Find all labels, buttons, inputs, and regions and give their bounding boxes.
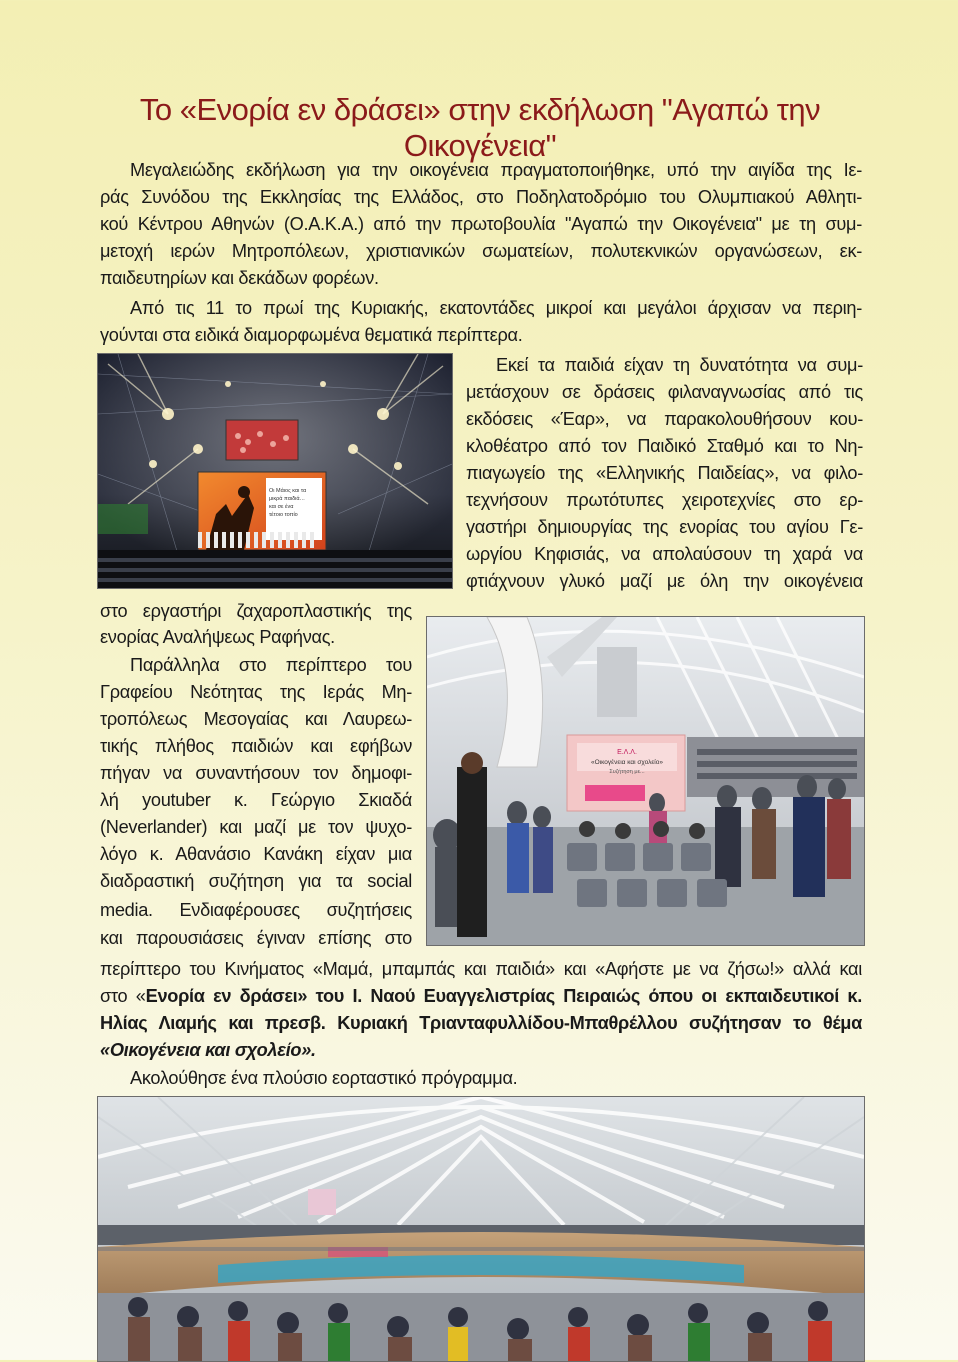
text-line: κλοθέατρο από τον Παιδικό Σταθμό και το Νη-: [466, 436, 863, 456]
stage-concert-photo: [97, 353, 453, 589]
text-line: Εκεί τα παιδιά είχαν τη δυνατότητα να συμ-: [496, 355, 863, 375]
text-line: εκδόσεις «Έαρ», να παρακολουθήσουν κου-: [466, 409, 863, 429]
text-line: λή youtuber κ. Γεώργιο Σκιαδά: [100, 790, 412, 810]
booth-banner-text: Συζήτηση με...: [609, 769, 645, 775]
text-line: στο εργαστήρι ζαχαροπλαστικής της: [100, 601, 412, 621]
text-line: (Neverlander) και μαζί με τον ψυχο-: [100, 817, 412, 837]
booth-discussion-photo: [426, 616, 865, 946]
text-line: μετοχή ιερών Μητροπόλεων, χριστιανικών σωματείων, πολυτεκνικών οργανώσεων, εκ-: [100, 241, 862, 261]
text-line: Από τις 11 το πρωί της Κυριακής, εκατοντάδες μικροί και μεγάλοι άρχισαν να περιη-: [130, 298, 862, 318]
text-line: πιαγωγείο της «Ελληνικής Παιδείας», να φιλο-: [466, 463, 863, 483]
text-line: περίπτερο του Κινήματος «Μαμά, μπαμπάς και παιδιά» και «Αφήστε με να ζήσω!» αλλά και: [100, 959, 862, 979]
booth-banner-text: «Οικογένεια και σχολείο»: [591, 759, 663, 766]
text-line: [100, 983, 862, 1010]
velodrome-panorama-photo: [97, 1096, 865, 1362]
text-line: Μεγαλειώδης εκδήλωση για την οικογένεια πραγματοποιήθηκε, υπό την αιγίδα της Ιε-: [130, 160, 862, 180]
text-line: τροπόλεως Μεσογαίας και Λαυρεω-: [100, 709, 412, 729]
text-line: ενορίας Αναλήψεως Ραφήνας.: [100, 627, 335, 647]
text-line: γαστήρι δημιουργίας της ενορίας του αγίου Γε-: [466, 517, 863, 537]
text-line: και παρουσιάσεις έγιναν επίσης στο: [100, 928, 412, 948]
booth-banner-logo: Ε.Λ.Λ.: [617, 749, 637, 756]
text-line: φτιάχνουν γλυκό μαζί με όλη την οικογένεια: [466, 571, 863, 591]
stage-screen-text: τέτοιο τοπίο: [269, 512, 298, 518]
page-title: Το «Ενορία εν δράσει» στην εκδήλωση "Αγαπώ την Οικογένεια": [139, 92, 821, 163]
text-line: παιδευτηρίων και δεκάδων φορέων.: [100, 268, 379, 288]
text-line: γούνται στα ειδικά διαμορφωμένα θεματικά περίπτερα.: [100, 325, 523, 345]
text-line: μετάσχουν σε δράσεις φιλαναγνωσίας από τις: [466, 382, 863, 402]
text-line: τικής πλήθος παιδιών και εφήβων: [100, 736, 412, 756]
text-line: κού Κέντρου Αθηνών (Ο.Α.Κ.Α.) από την πρωτοβουλία "Αγαπώ την Οικογένεια" με τη συμ-: [100, 214, 862, 234]
bold-span: Ενορία εν δράσει» του Ι. Ναού Ευαγγελιστρίας Πειραιώς όπου οι εκπαιδευτικοί κ.: [145, 986, 863, 1006]
text-line: διαδραστική συζήτηση για τα social: [100, 871, 412, 891]
text-line: ράς Συνόδου της Εκκλησίας της Ελλάδος, στο Ποδηλατοδρόμιο του Ολυμπιακού Αθλητι-: [100, 187, 862, 207]
text-line: τεχνήσουν πρωτότυπες χειροτεχνίες στο ερ-: [466, 490, 863, 510]
text-line: media. Ενδιαφέρουσες συζητήσεις: [100, 900, 412, 920]
text-line: ωργίου Κηφισιάς, να απολαύσουν τη χαρά να: [466, 544, 863, 564]
stage-screen-text: μικρά παιδιά…: [269, 496, 306, 502]
text-line: Παράλληλα στο περίπτερο του: [130, 655, 412, 675]
text-line: πήγαν να συναντήσουν τον δημοφι-: [100, 763, 412, 783]
text-line: Γραφείου Νεότητας της Ιεράς Μη-: [100, 682, 412, 702]
text-line: «Οικογένεια και σχολείο».: [100, 1040, 316, 1060]
text-line: Ηλίας Λιαμής και πρεσβ. Κυριακή Τριανταφυλλίδου-Μπαθρέλλου συζήτησαν το θέμα: [100, 1013, 862, 1033]
text-line: λόγο κ. Αθανάσιο Κανάκη είχαν μια: [100, 844, 412, 864]
stage-screen-text: και σε ένα: [269, 504, 294, 510]
text-span: στο «: [100, 986, 146, 1006]
closing-line: Ακολούθησε ένα πλούσιο εορταστικό πρόγραμμα.: [130, 1068, 518, 1088]
stage-screen-text: Οι Μάιος και τα: [269, 488, 307, 494]
